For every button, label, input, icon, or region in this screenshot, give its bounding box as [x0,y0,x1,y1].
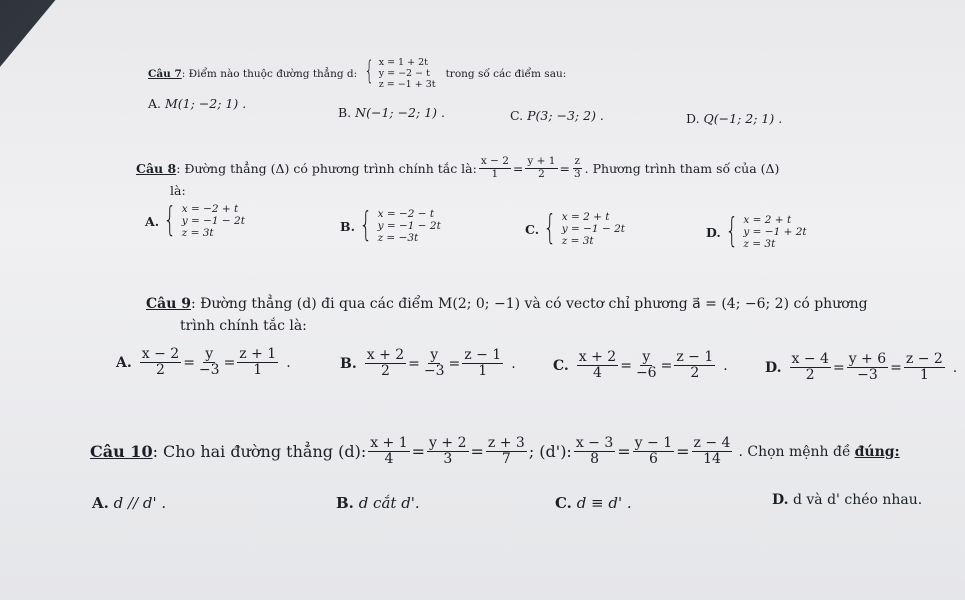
q7-option-a[interactable]: A. M(1; −2; 1) . [148,96,247,111]
q9-option-c[interactable]: C. $\frac{x + 2}{4}$ = $\frac{y}{-6}$ = $\frac{z - 1}{2}$ . [553,349,728,382]
q10-text2: . Chọn mệnh đề [738,443,851,460]
q7-text1: : Điểm nào thuộc đường thẳng d: [181,68,358,81]
q8-frac: $\frac{x - 2}{1}$ [480,155,509,180]
q10-text3: đúng: [854,443,900,460]
q9-option-a[interactable]: A. $\frac{x - 2}{2}$ = $\frac{y}{-3}$ = $\frac{z + 1}{1}$ . [116,346,291,379]
q10-mid: ; (d'): [528,442,572,462]
q7-sys-line: z = −1 + 3t [378,78,436,90]
q8-text3: là: [170,183,186,198]
q10-option-d[interactable]: D. d và d' chéo nhau. [772,492,923,508]
q10-text1: : Cho hai đường thẳng (d): [152,442,367,462]
q8-option-a[interactable]: A. { x = −2 + t y = −1 − 2t z = 3t [145,200,245,240]
q9-stem [146,296,868,312]
q10-option-c[interactable]: C. d ≡ d' . [555,494,632,512]
q8-frac: $\frac{y + 1}{2}$ [527,155,556,180]
q7-option-c[interactable]: C. P(3; −3; 2) . [510,108,604,123]
q8-frac: $\frac{z}{3}$ [573,155,581,180]
q7-text2: trong số các điểm sau: [445,68,567,81]
q7-option-b[interactable]: B. N(−1; −2; 1) . [338,105,445,120]
q7-stem [148,58,566,91]
q7-option-d[interactable]: D. Q(−1; 2; 1) . [686,111,783,126]
q7-system: { x = 1 + 2t y = −2 − t z = −1 + 3t [364,56,436,90]
q8-text1: : Đường thẳng (Δ) có phương trình chính tắc là: [176,160,477,176]
q8-option-b[interactable]: B. { x = −2 − t y = −1 − 2t z = −3t [340,205,441,245]
q8-text2: . Phương trình tham số của (Δ) [584,160,780,176]
q8-option-d[interactable]: D. { x = 2 + t y = −1 + 2t z = 3t [706,211,807,251]
q8-label: Câu 8 [136,160,177,176]
q7-sys-line: x = 1 + 2t [378,57,428,68]
q9-text1: : Đường thẳng (d) đi qua các điểm M(2; 0; −1) và có vectơ chỉ phương a⃗ = (4; −6; 2) có phương [191,296,868,312]
q10-stem: Câu 10 : Cho hai đường thẳng (d): $\frac{x + 1}{4}$ = $\frac{y + 2}{3}$ = $\frac{z + 3}{7}$ ; (d'): $\frac{x - 3}{8}$ = $\frac{y - 1}{6}$ = $\frac{z - 4}{14}$ . Chọn mệnh đề đúng: [90,435,900,468]
q7-label: Câu 7 [148,68,182,81]
q7-sys-line: y = −2 − t [378,67,430,79]
q10-label: Câu 10 [90,442,153,462]
q8-option-c[interactable]: C. { x = 2 + t y = −1 − 2t z = 3t [525,208,625,248]
q9-text2: trình chính tắc là: [180,318,307,334]
q9-option-b[interactable]: B. $\frac{x + 2}{2}$ = $\frac{y}{-3}$ = $\frac{z - 1}{1}$ . [340,347,516,380]
q10-option-b[interactable]: B. d cắt d'. [336,494,420,512]
q9-label: Câu 9 [146,296,192,312]
q10-option-a[interactable]: A. d // d' . [92,494,167,512]
q9-option-d[interactable]: D. $\frac{x - 4}{2}$ = $\frac{y + 6}{-3}$ = $\frac{z - 2}{1}$ . [765,351,958,384]
q8-stem: Câu 8 : Đường thẳng (Δ) có phương trình chính tắc là: $\frac{x - 2}{1}$ = $\frac{y + 1}{2}$ = $\frac{z}{3}$ . Phương trình tham số của (Δ) [136,155,780,180]
